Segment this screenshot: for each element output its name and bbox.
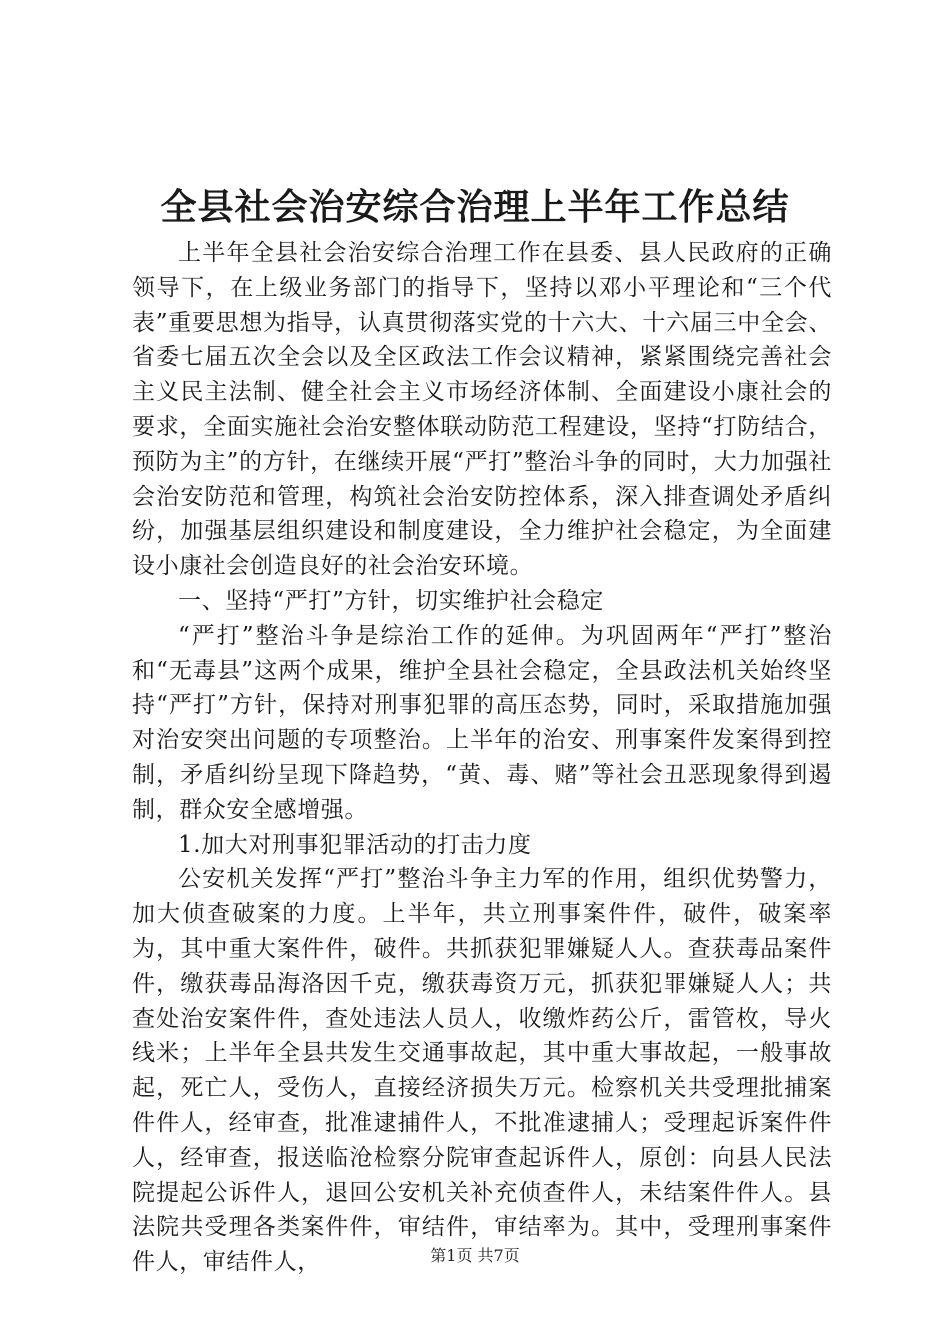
document-body <box>132 236 832 1280</box>
document-title: 全县社会治安综合治理上半年工作总结 <box>160 187 790 228</box>
paragraph-intro: 上半年全县社会治安综合治理工作在县委、县人民政府的正确领导下，在上级业务部门的指导下，坚持以邓小平理论和“三个代表”重要思想为指导，认真贯彻落实党的十六大、十六届三中全会、省委七届五次全会以及全区政法工作会议精神，紧紧围绕完善社会主义民主法制、健全社会主义市场经济体制、全面建设小康社会的要求，全面实施社会治安整体联动防范工程建设，坚持“打防结合，预防为主”的方针，在继续开展“严打”整治斗争的同时，大力加强社会治安防范和管理，构筑社会治安防控体系，深入排查调处矛盾纠纷，加强基层组织建设和制度建设，全力维护社会稳定，为全面建设小康社会创造良好的社会治安环境。 <box>132 240 832 580</box>
section-heading-1: 一、坚持“严打”方针，切实维护社会稳定 <box>178 587 604 614</box>
page-footer: 第1页 共7页 <box>430 1246 520 1265</box>
paragraph-section-1: “严打”整治斗争是综治工作的延伸。为巩固两年“严打”整治和“无毒县”这两个成果，维护全县社会稳定，全县政法机关始终坚持“严打”方针，保持对刑事犯罪的高压态势，同时，采取措施加强对治安突出问题的专项整治。上半年的治安、刑事案件发案得到控制，矛盾纠纷呈现下降趋势，“黄、毒、赌”等社会丑恶现象得到遏制，群众安全感增强。 <box>132 622 832 823</box>
subsection-heading-1: 1.加大对刑事犯罪活动的打击力度 <box>178 831 532 858</box>
paragraph-subsection-1: 公安机关发挥“严打”整治斗争主力军的作用，组织优势警力，加大侦查破案的力度。上半年，共立刑事案件件，破件，破案率为，其中重大案件件，破件。共抓获犯罪嫌疑人人。查获毒品案件件，缴获毒品海洛因千克，缴获毒资万元，抓获犯罪嫌疑人人；共查处治安案件件，查处违法人员人，收缴炸药公斤，雷管枚，导火线米；上半年全县共发生交通事故起，其中重大事故起，一般事故起，死亡人，受伤人，直接经济损失万元。检察机关共受理批捕案件件人，经审查，批准逮捕件人，不批准逮捕人；受理起诉案件件人，经审查，报送临沧检察分院审查起诉件人，原创：向县人民法院提起公诉件人，退回公安机关补充侦查件人，未结案件件人。县法院共受理各类案件件，审结件，审结率为。其中，受理刑事案件件人，审结件人， <box>132 866 832 1276</box>
